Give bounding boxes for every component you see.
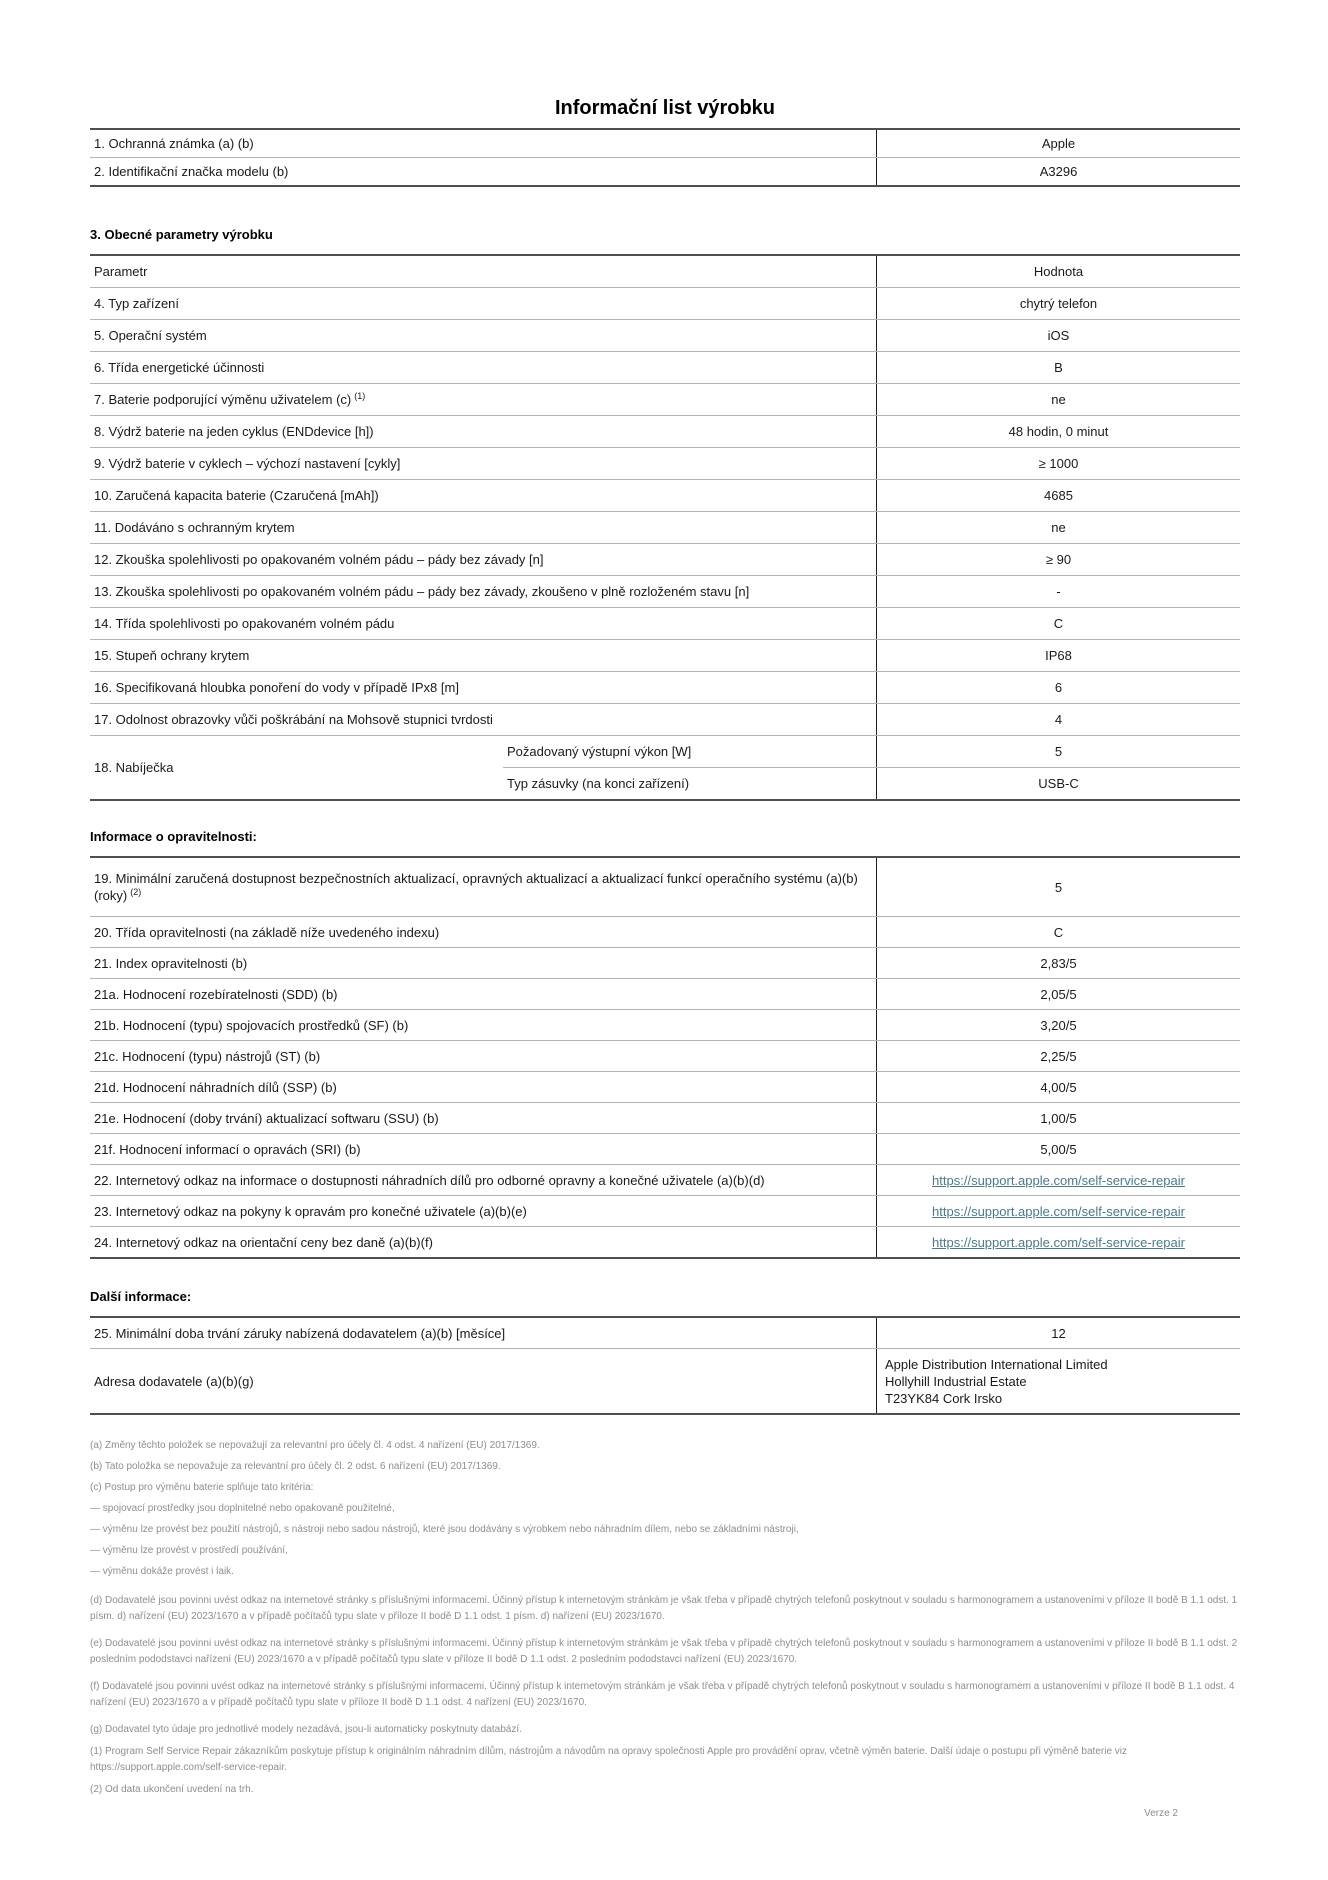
param-label: 4. Typ zařízení	[94, 296, 180, 311]
table-row	[90, 1040, 1240, 1071]
param-value: A3296	[876, 158, 1240, 185]
charger-sub-label: Typ zásuvky (na konci zařízení)	[507, 776, 690, 791]
footnote-c-item: — výměnu dokáže provést i laik.	[90, 1566, 234, 1577]
param-value: 4685	[876, 480, 1240, 511]
param-label: 23. Internetový odkaz na pokyny k opravám pro konečné uživatele (a)(b)(e)	[94, 1203, 527, 1219]
param-label: 21d. Hodnocení náhradních dílů (SSP) (b)	[94, 1079, 337, 1095]
param-label: 21b. Hodnocení (typu) spojovacích prostředků (SF) (b)	[94, 1017, 409, 1033]
param-value: 1,00/5	[876, 1103, 1240, 1133]
footnote-c-item: — výměnu lze provést v prostředí používání,	[90, 1545, 288, 1556]
param-value: 48 hodin, 0 minut	[876, 416, 1240, 447]
param-value: -	[876, 576, 1240, 607]
footnote-c-item: — výměnu lze provést bez použití nástrojů, s nástroji nebo sadou nástrojů, které jsou dodávány s výrobkem nebo náhradním dílem, nebo se základními nástroji,	[90, 1524, 799, 1535]
footnote-ref: (2)	[130, 886, 142, 897]
supplier-address	[885, 1356, 1108, 1407]
column-header-value: Hodnota	[876, 256, 1240, 287]
param-value: 6	[876, 672, 1240, 703]
param-label: 21a. Hodnocení rozebíratelnosti (SDD) (b)	[94, 986, 338, 1002]
table-row	[90, 1226, 1240, 1257]
param-label: 24. Internetový odkaz na orientační ceny bez daně (a)(b)(f)	[94, 1234, 433, 1250]
param-label: 20. Třída opravitelnosti (na základě níže uvedeného indexu)	[94, 924, 440, 940]
table-row	[90, 351, 1240, 383]
table-row	[90, 157, 1240, 185]
param-value: ≥ 1000	[876, 448, 1240, 479]
param-label: 21e. Hodnocení (doby trvání) aktualizací softwaru (SSU) (b)	[94, 1110, 439, 1126]
footnote-b: (b) Tato položka se nepovažuje za relevantní pro účely čl. 2 odst. 6 nařízení (EU) 2017/1369.	[90, 1461, 501, 1472]
param-value: 5	[876, 858, 1240, 916]
param-label: Adresa dodavatele (a)(b)(g)	[94, 1373, 254, 1389]
param-label: 18. Nabíječka	[94, 760, 174, 775]
table-row	[90, 1009, 1240, 1040]
footnote-1: (1) Program Self Service Repair zákazníkům poskytuje přístup k originálním náhradním dílům, nástrojům a návodům na opravy společnosti Apple pro provádění oprav, včetně výměn baterie. Další údaje o postupu při výměně baterie viz https://support.apple.com/self-service-repair.	[90, 1746, 1128, 1773]
table-row	[90, 1102, 1240, 1133]
footnote-2: (2) Od data ukončení uvedení na trh.	[90, 1784, 254, 1795]
param-value: ne	[876, 512, 1240, 543]
param-label: 5. Operační systém	[94, 328, 207, 343]
param-label: 17. Odolnost obrazovky vůči poškrábání na Mohsově stupnici tvrdosti	[94, 712, 493, 727]
charger-row	[90, 735, 1240, 799]
general-parameters-table	[90, 254, 1240, 801]
charger-sub-row	[503, 736, 1240, 767]
param-label: 21f. Hodnocení informací o opravách (SRI) (b)	[94, 1141, 361, 1157]
table-row	[90, 639, 1240, 671]
footnote-a: (a) Změny těchto položek se nepovažují za relevantní pro účely čl. 4 odst. 4 nařízení (EU) 2017/1369.	[90, 1440, 540, 1451]
footnotes-section	[90, 1435, 1240, 1798]
section-heading-general: 3. Obecné parametry výrobku	[90, 227, 273, 242]
param-label: 9. Výdrž baterie v cyklech – výchozí nastavení [cykly]	[94, 456, 401, 471]
param-label: 22. Internetový odkaz na informace o dostupnosti náhradních dílů pro odborné opravny a konečné uživatele (a)(b)(d)	[94, 1172, 765, 1188]
param-label: 8. Výdrž baterie na jeden cyklus (ENDdevice [h])	[94, 424, 374, 439]
column-header-param: Parametr	[94, 264, 148, 279]
table-row	[90, 1195, 1240, 1226]
table-row	[90, 415, 1240, 447]
other-information-table	[90, 1316, 1240, 1415]
table-row	[90, 1164, 1240, 1195]
repairability-table	[90, 856, 1240, 1259]
footnote-c-item: — spojovací prostředky jsou doplnitelné nebo opakovaně použitelné,	[90, 1503, 395, 1514]
param-value: iOS	[876, 320, 1240, 351]
page-title: Informační list výrobku	[554, 97, 776, 119]
param-label: 25. Minimální doba trvání záruky nabízená dodavatelem (a)(b) [měsíce]	[94, 1325, 506, 1341]
address-line: Apple Distribution International Limited	[885, 1356, 1108, 1372]
table-row	[90, 479, 1240, 511]
address-line: T23YK84 Cork Irsko	[885, 1390, 1003, 1406]
param-label: 10. Zaručená kapacita baterie (Czaručená [mAh])	[94, 488, 379, 503]
charger-sub-label: Požadovaný výstupní výkon [W]	[507, 744, 692, 759]
table-row	[90, 858, 1240, 916]
param-value: 4,00/5	[876, 1072, 1240, 1102]
param-label: 12. Zkouška spolehlivosti po opakovaném volném pádu – pády bez závady [n]	[94, 552, 544, 567]
table-row	[90, 1071, 1240, 1102]
footnote-e: (e) Dodavatelé jsou povinni uvést odkaz na internetové stránky s příslušnými informacemi. Účinný přístup k internetovým stránkám je však třeba v případě chytrých telefonů poskytnout v souladu s harmonogramem a ustanoveními v příloze II bodě B 1.1 odst. 2 posledním pododstavci nařízení (EU) 2023/1670 a v případě počítačů typu slate v příloze II bodě D 1.1 odst. 2 posledním pododstavci nařízení (EU) 2023/1670.	[90, 1638, 1238, 1665]
param-label: 1. Ochranná známka (a) (b)	[94, 136, 254, 151]
footnote-c: (c) Postup pro výměnu baterie splňuje tato kritéria:	[90, 1482, 314, 1493]
param-value: Apple	[876, 130, 1240, 157]
table-row	[90, 1133, 1240, 1164]
param-value: 2,25/5	[876, 1041, 1240, 1071]
param-value: 2,05/5	[876, 979, 1240, 1009]
param-value: C	[876, 917, 1240, 947]
param-value: C	[876, 608, 1240, 639]
table-row	[90, 543, 1240, 575]
table-row	[90, 319, 1240, 351]
param-label: 13. Zkouška spolehlivosti po opakovaném volném pádu – pády bez závady, zkoušeno v plně rozloženém stavu [n]	[94, 584, 750, 599]
table-row	[90, 447, 1240, 479]
param-label: 15. Stupeň ochrany krytem	[94, 648, 250, 663]
param-value: chytrý telefon	[876, 288, 1240, 319]
repair-parts-link[interactable]: https://support.apple.com/self-service-repair	[932, 1172, 1185, 1188]
table-row	[90, 511, 1240, 543]
param-value: ≥ 90	[876, 544, 1240, 575]
table-row	[90, 287, 1240, 319]
table-row	[90, 978, 1240, 1009]
param-value: ne	[876, 384, 1240, 415]
section-heading-other: Další informace:	[90, 1289, 192, 1304]
param-value: B	[876, 352, 1240, 383]
param-value: 12	[876, 1318, 1240, 1348]
charger-sub-row	[503, 767, 1240, 799]
param-label: 19. Minimální zaručená dostupnost bezpečnostních aktualizací, opravných aktualizací a aktualizací funkcí operačního systému (a)(b)(roky)	[94, 871, 858, 903]
table-row	[90, 947, 1240, 978]
param-label: 11. Dodáváno s ochranným krytem	[94, 520, 295, 535]
repair-instructions-link[interactable]: https://support.apple.com/self-service-repair	[932, 1203, 1185, 1219]
table-row	[90, 130, 1240, 157]
version-label: Verze 2	[1144, 1808, 1178, 1819]
param-label: 16. Specifikovaná hloubka ponoření do vody v případě IPx8 [m]	[94, 680, 459, 695]
table-row	[90, 575, 1240, 607]
footnote-ref: (1)	[354, 390, 366, 401]
param-label: 14. Třída spolehlivosti po opakovaném volném pádu	[94, 616, 395, 631]
table-header-row	[90, 256, 1240, 287]
param-value: 3,20/5	[876, 1010, 1240, 1040]
identification-table	[90, 128, 1240, 187]
param-value: USB-C	[876, 768, 1240, 799]
section-heading-repairability: Informace o opravitelnosti:	[90, 829, 257, 844]
param-value: 5	[876, 736, 1240, 767]
footnote-f: (f) Dodavatelé jsou povinni uvést odkaz na internetové stránky s příslušnými informacemi. Účinný přístup k internetovým stránkám je však třeba v případě chytrých telefonů poskytnout v souladu s harmonogramem a ustanoveními v příloze II bodě B 1.1 odst. 4 nařízení (EU) 2023/1670 a v případě počítačů typu slate v příloze II bodě D 1.1 odst. 4 nařízení (EU) 2023/1670.	[90, 1681, 1235, 1708]
supplier-address-row	[90, 1348, 1240, 1413]
footnote-d: (d) Dodavatelé jsou povinni uvést odkaz na internetové stránky s příslušnými informacemi. Účinný přístup k internetovým stránkám je však třeba v případě chytrých telefonů poskytnout v souladu s harmonogramem a ustanoveními v příloze II bodě B 1.1 odst. 1 písm. d) nařízení (EU) 2023/1670 a v případě počítačů typu slate v příloze II bodě D 1.1 odst. 1 písm. d) nařízení (EU) 2023/1670.	[90, 1595, 1238, 1622]
table-row	[90, 607, 1240, 639]
table-row	[90, 383, 1240, 415]
param-value: 2,83/5	[876, 948, 1240, 978]
param-label: 6. Třída energetické účinnosti	[94, 360, 265, 375]
table-row	[90, 703, 1240, 735]
address-line: Hollyhill Industrial Estate	[885, 1373, 1027, 1389]
param-value: 5,00/5	[876, 1134, 1240, 1164]
footnote-g: (g) Dodavatel tyto údaje pro jednotlivé modely nezadává, jsou-li automaticky poskytnuty databází.	[90, 1724, 522, 1735]
param-label: 7. Baterie podporující výměnu uživatelem (c)	[94, 392, 352, 407]
param-label: 2. Identifikační značka modelu (b)	[94, 164, 289, 179]
param-label: 21c. Hodnocení (typu) nástrojů (ST) (b)	[94, 1048, 321, 1064]
table-row	[90, 671, 1240, 703]
table-row	[90, 916, 1240, 947]
table-row	[90, 1318, 1240, 1348]
param-value: IP68	[876, 640, 1240, 671]
repair-prices-link[interactable]: https://support.apple.com/self-service-repair	[932, 1234, 1185, 1250]
param-label: 21. Index opravitelnosti (b)	[94, 955, 248, 971]
param-value: 4	[876, 704, 1240, 735]
